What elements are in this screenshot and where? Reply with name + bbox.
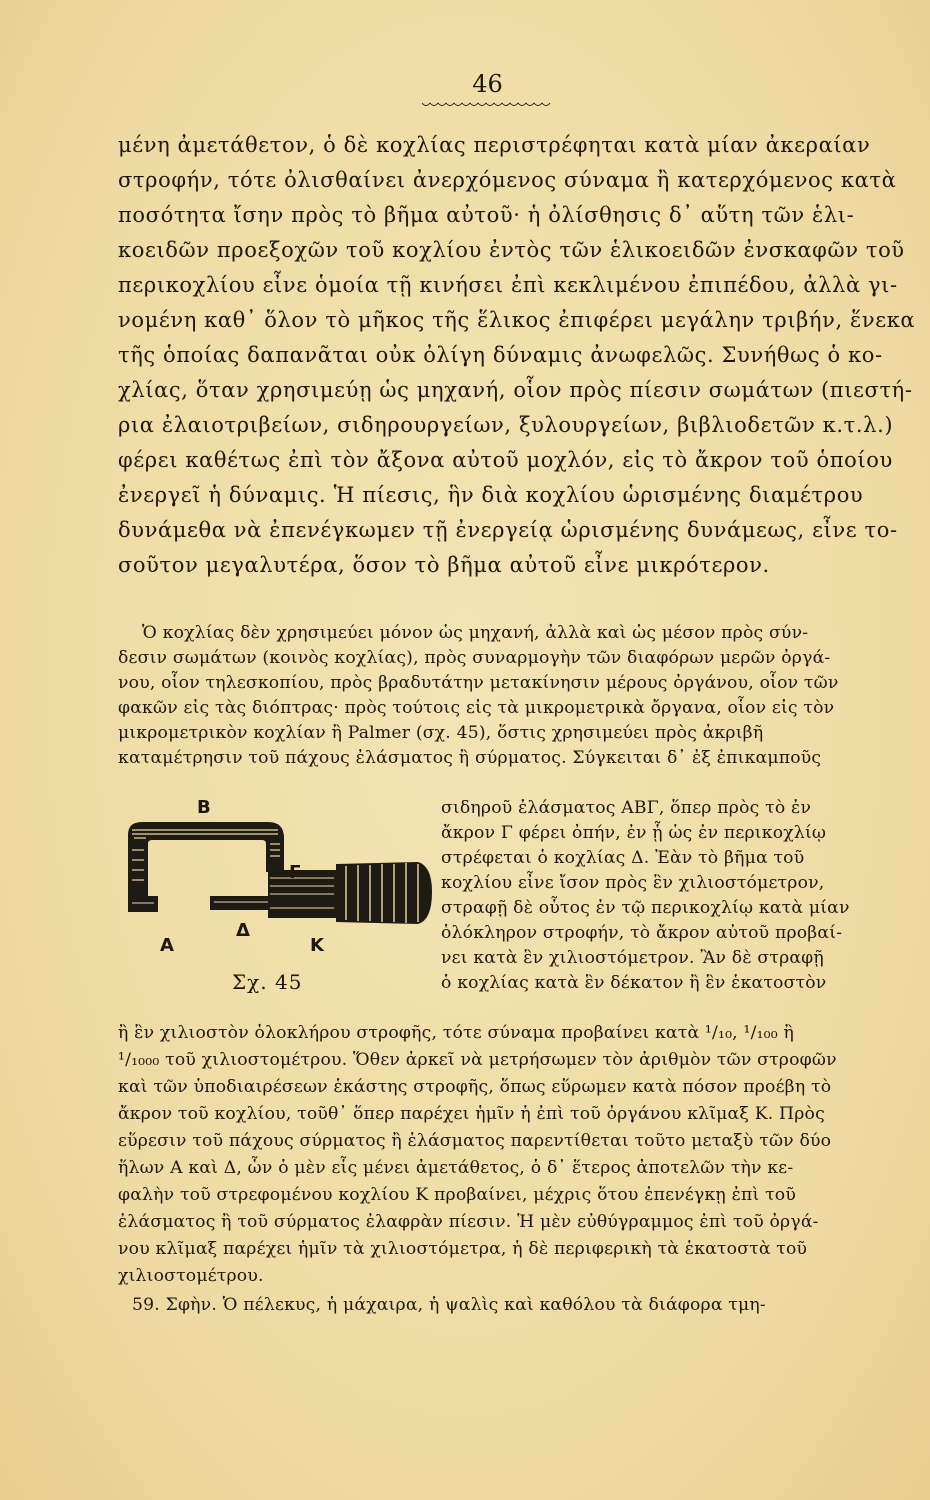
text-line: σιδηροῦ ἐλάσματος ΑΒΓ, ὅπερ πρὸς τὸ ἐν [441, 798, 812, 818]
figure-label-D: Δ [236, 920, 250, 941]
text-line: νει κατὰ ἓν χιλιοστόμετρον. Ἂν δὲ στραφῇ [441, 948, 824, 968]
figure-label-B: B [197, 797, 211, 818]
text-line: φακῶν εἰς τὰς διόπτρας· πρὸς τούτοις εἰς τὰ μικρομετρικὰ ὄργανα, οἷον εἰς τὸν [118, 698, 835, 718]
figure-caption: Σχ. 45 [232, 970, 303, 994]
text-line: νου κλῖμαξ παρέχει ἡμῖν τὰ χιλιοστόμετρα, ἡ δὲ περιφερικὴ τὰ ἑκατοστὰ τοῦ [118, 1239, 808, 1259]
text-line: ποσότητα ἴσην πρὸς τὸ βῆμα αὐτοῦ· ἡ ὀλίσθησις δ᾿ αὕτη τῶν ἑλι- [118, 203, 855, 227]
text-line: δεσιν σωμάτων (κοινὸς κοχλίας), πρὸς συναρμογὴν τῶν διαφόρων μερῶν ὀργά- [118, 648, 831, 668]
text-line: μικρομετρικὸν κοχλίαν ἢ Palmer (σχ. 45), ὅστις χρησιμεύει πρὸς ἀκριβῆ [118, 723, 764, 743]
text-line: φέρει καθέτως ἐπὶ τὸν ἄξονα αὐτοῦ μοχλόν, εἰς τὸ ἄκρον τοῦ ὁποίου [118, 448, 893, 472]
text-line: χιλιοστομέτρου. [118, 1266, 264, 1286]
text-line: ἐλάσματος ἢ τοῦ σύρματος ἐλαφρὰν πίεσιν. Ἡ μὲν εὐθύγραμμος ἐπὶ τοῦ ὀργά- [118, 1212, 819, 1232]
text-line: χλίας, ὅταν χρησιμεύῃ ὡς μηχανή, οἷον πρὸς πίεσιν σωμάτων (πιεστή- [118, 378, 913, 402]
figure-label-G: Γ [289, 862, 301, 883]
text-line: ὁλόκληρον στροφήν, τὸ ἄκρον αὐτοῦ προβαί- [441, 923, 843, 943]
figure-label-A: Α [160, 935, 174, 956]
text-line: στρέφεται ὁ κοχλίας Δ. Ἐὰν τὸ βῆμα τοῦ [441, 848, 805, 868]
text-line: κοχλίου εἶνε ἴσον πρὸς ἓν χιλιοστόμετρον, [441, 873, 825, 893]
text-line: νομένη καθ᾿ ὅλον τὸ μῆκος τῆς ἕλικος ἐπιφέρει μεγάλην τριβήν, ἕνεκα [118, 308, 916, 332]
text-line: ἐνεργεῖ ἡ δύναμις. Ἡ πίεσις, ἣν διὰ κοχλίου ὡρισμένης διαμέτρου [118, 483, 864, 507]
figure-label-K: Κ [310, 935, 324, 956]
text-line: ἄκρον Γ φέρει ὀπήν, ἐν ᾗ ὡς ἐν περικοχλίῳ [441, 823, 827, 843]
text-line: ¹/₁₀₀₀ τοῦ χιλιοστομέτρου. Ὅθεν ἀρκεῖ νὰ μετρήσωμεν τὸν ἀριθμὸν τῶν στροφῶν [118, 1050, 837, 1070]
text-line: περικοχλίου εἶνε ὁμοία τῇ κινήσει ἐπὶ κεκλιμένου ἐπιπέδου, ἀλλὰ γι- [118, 273, 898, 297]
text-line: νου, οἷον τηλεσκοπίου, πρὸς βραδυτάτην μετακίνησιν μέρους ὀργάνου, οἷον τῶν [118, 673, 839, 693]
text-line: ἥλων Α καὶ Δ, ὧν ὁ μὲν εἷς μένει ἀμετάθετος, ὁ δ᾿ ἕτερος ἀποτελῶν τὴν κε- [118, 1158, 794, 1178]
text-line: εὕρεσιν τοῦ πάχους σύρματος ἢ ἐλάσματος παρεντίθεται τοῦτο μεταξὺ τῶν δύο [118, 1131, 832, 1151]
text-line: ὁ κοχλίας κατὰ ἓν δέκατον ἢ ἓν ἑκατοστὸν [441, 973, 827, 993]
text-line: δυνάμεθα νὰ ἐπενέγκωμεν τῇ ἐνεργείᾳ ὡρισμένης δυνάμεως, εἶνε το- [118, 518, 898, 542]
ornament-rule [422, 100, 552, 110]
text-line: Ὁ κοχλίας δὲν χρησιμεύει μόνον ὡς μηχανή, ἀλλὰ καὶ ὡς μέσον πρὸς σύν- [142, 623, 809, 643]
text-line: καὶ τῶν ὑποδιαιρέσεων ἑκάστης στροφῆς, ὅπως εὕρωμεν κατὰ πόσον προέβη τὸ [118, 1077, 832, 1097]
text-line: στραφῇ δὲ οὗτος ἐν τῷ περικοχλίῳ κατὰ μίαν [441, 898, 850, 918]
section-59-line: 59. Σφὴν. Ὁ πέλεκυς, ἡ μάχαιρα, ἡ ψαλὶς καὶ καθόλου τὰ διάφορα τμη- [132, 1295, 766, 1315]
page-number: 46 [472, 70, 503, 98]
text-line: κοειδῶν προεξοχῶν τοῦ κοχλίου ἐντὸς τῶν ἑλικοειδῶν ἐνσκαφῶν τοῦ [118, 238, 905, 262]
text-line: τῆς ὁποίας δαπανᾶται οὐκ ὀλίγη δύναμις ἀνωφελῶς. Συνήθως ὁ κο- [118, 343, 883, 367]
text-line: ἢ ἓν χιλιοστὸν ὁλοκλήρου στροφῆς, τότε σύναμα προβαίνει κατὰ ¹/₁₀, ¹/₁₀₀ ἢ [118, 1023, 795, 1043]
text-line: μένη ἀμετάθετον, ὁ δὲ κοχλίας περιστρέφηται κατὰ μίαν ἀκεραίαν [118, 133, 871, 157]
text-line: ἄκρον τοῦ κοχλίου, τοῦθ᾿ ὅπερ παρέχει ἡμῖν ἡ ἐπὶ τοῦ ὀργάνου κλῖμαξ Κ. Πρὸς [118, 1104, 825, 1124]
text-line: στροφήν, τότε ὀλισθαίνει ἀνερχόμενος σύναμα ἢ κατερχόμενος κατὰ [118, 168, 897, 192]
text-line: καταμέτρησιν τοῦ πάχους ἐλάσματος ἢ σύρματος. Σύγκειται δ᾿ ἐξ ἐπικαμποῦς [118, 748, 822, 768]
text-line: ρια ἐλαιοτριβείων, σιδηρουργείων, ξυλουργείων, βιβλιοδετῶν κ.τ.λ.) [118, 413, 894, 437]
text-line: φαλὴν τοῦ στρεφομένου κοχλίου Κ προβαίνει, μέχρις ὅτου ἐπενέγκῃ ἐπὶ τοῦ [118, 1185, 796, 1205]
text-line: σοῦτον μεγαλυτέρα, ὅσον τὸ βῆμα αὐτοῦ εἶνε μικρότερον. [118, 553, 770, 577]
